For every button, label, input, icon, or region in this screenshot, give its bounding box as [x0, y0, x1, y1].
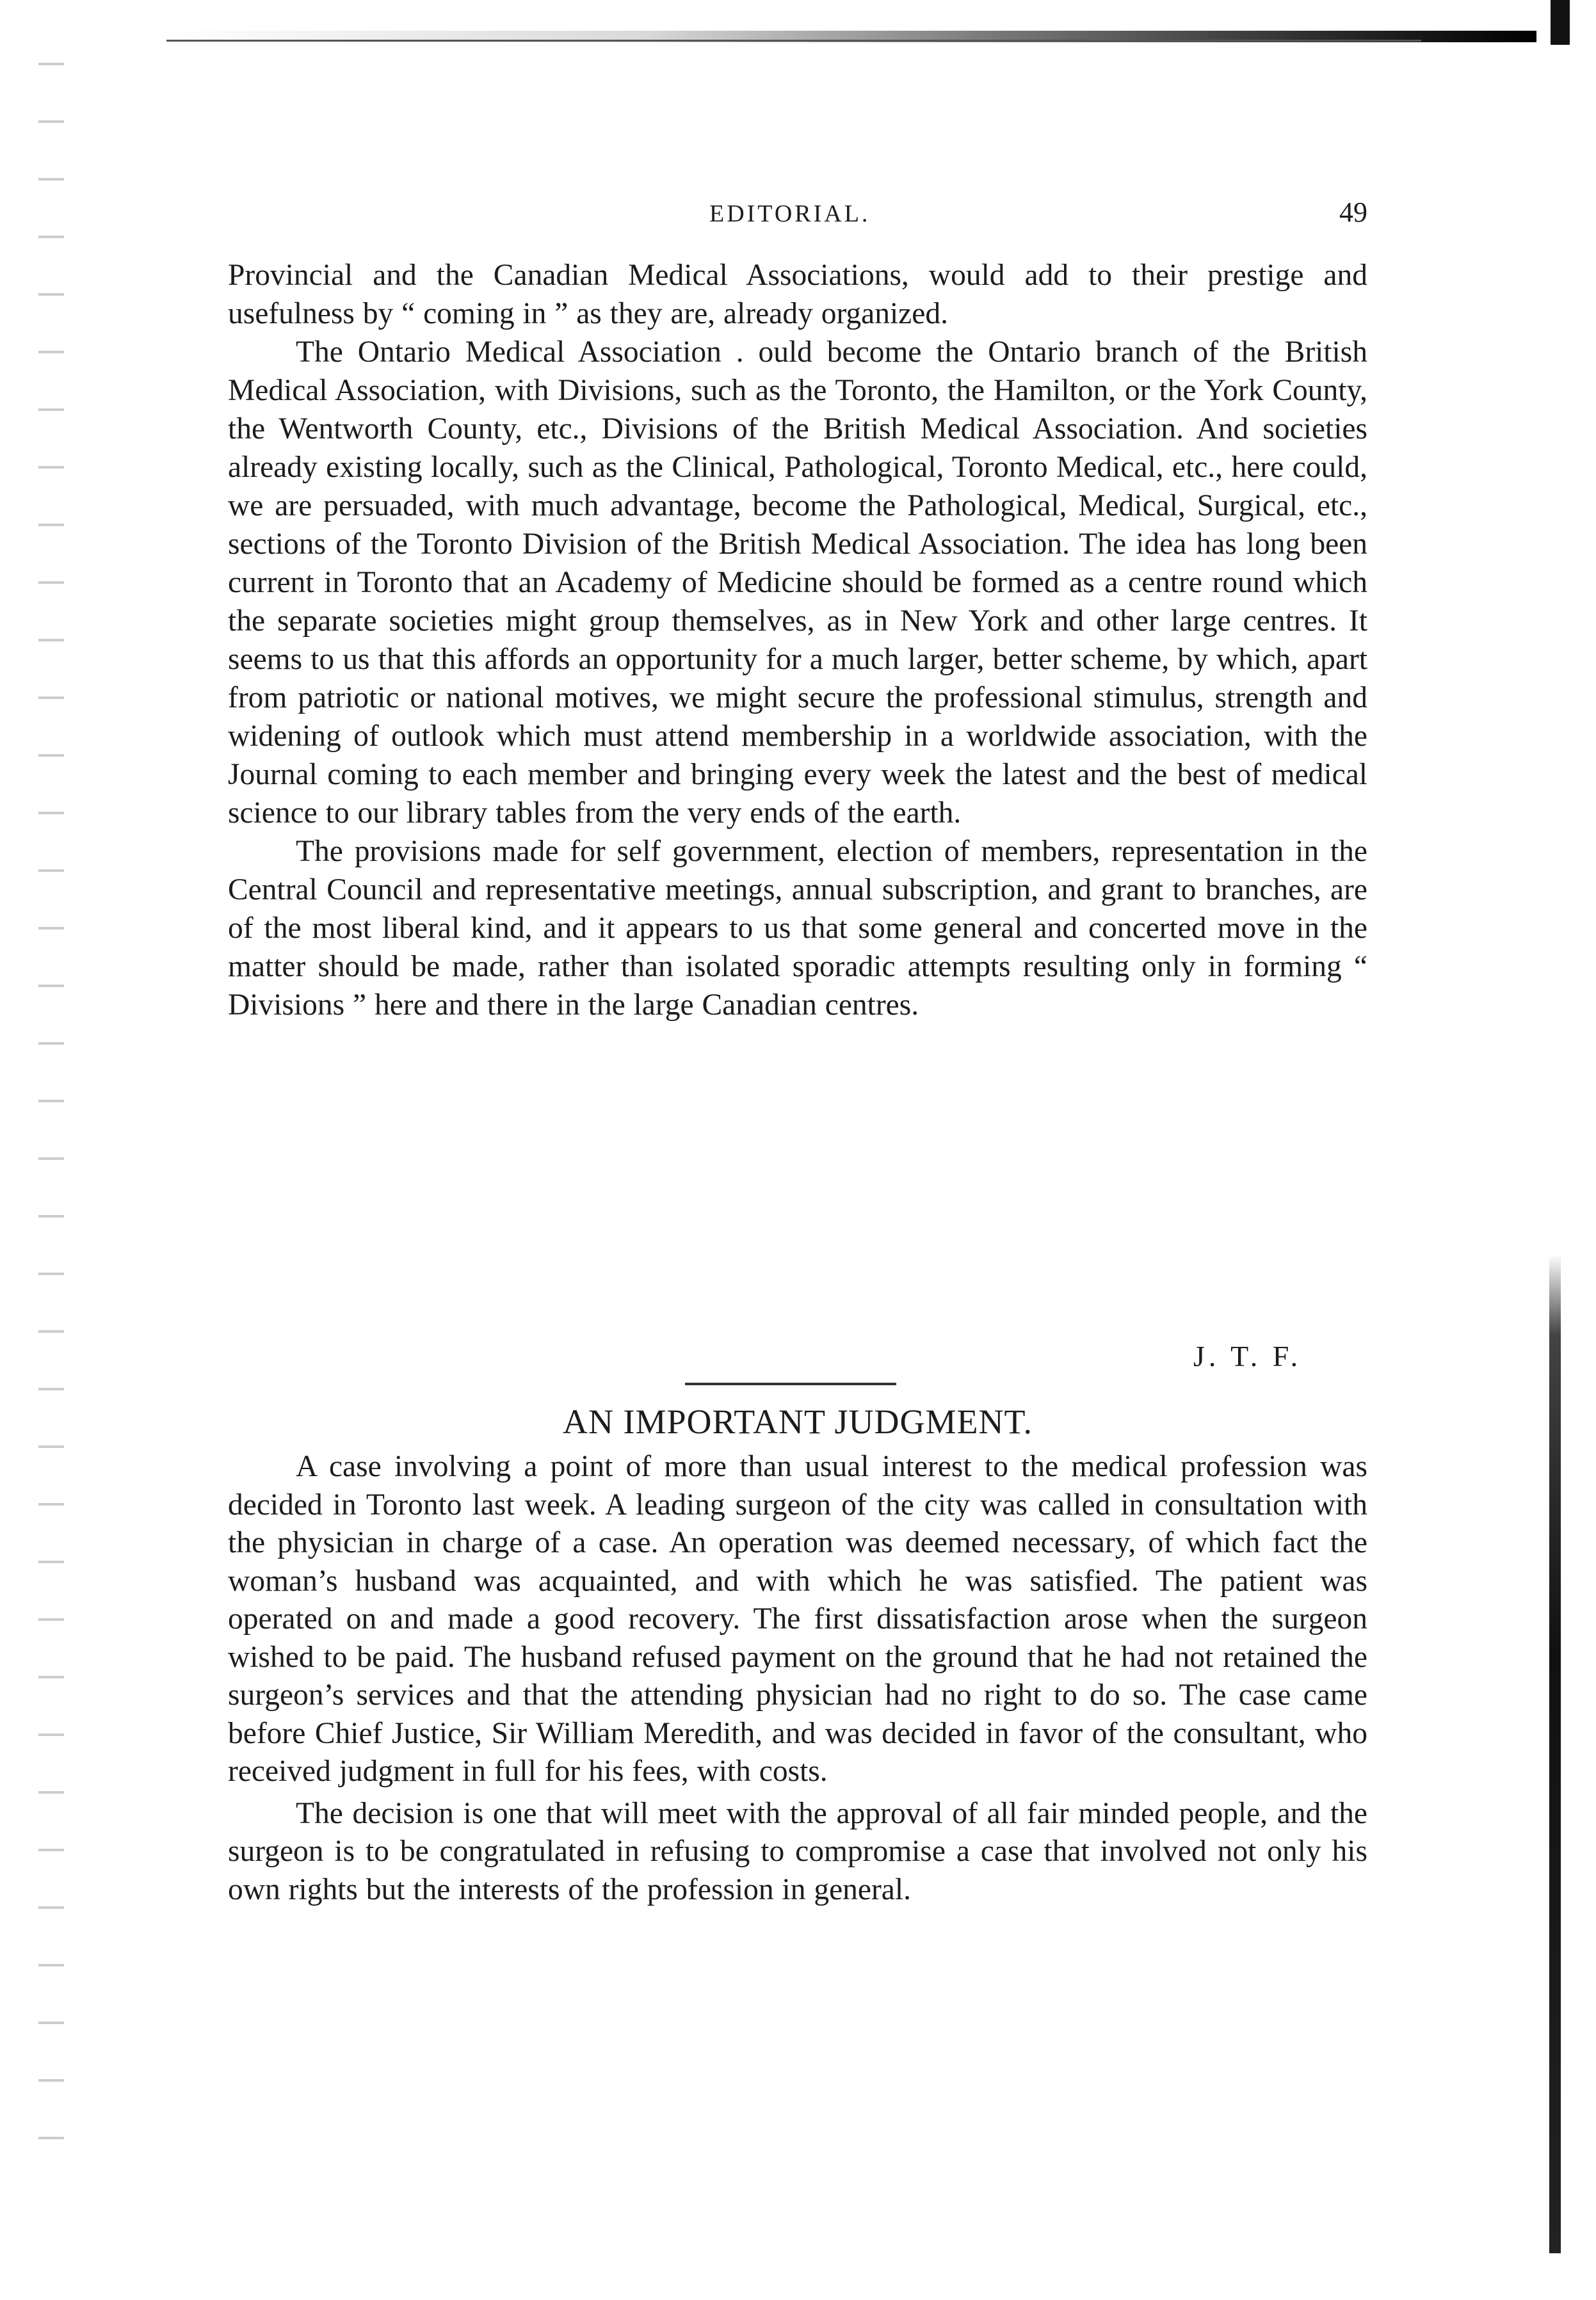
- paragraph-provisions: The provisions made for self government, election of members, representation in the Central Council and representative meetings, annual subscription, and grant to branches, are of the most liberal kind, and it appears to us that some general and concerted move in the matter should be made, rather than isolated sporadic attempts resulting only in forming “ Divisions ” here and there in the large Canadian centres.: [228, 835, 1367, 1022]
- section-divider: [685, 1383, 896, 1385]
- judgment-article: [228, 1448, 1367, 1909]
- page-number: 49: [1339, 197, 1367, 228]
- author-signature: J. T. F.: [1193, 1340, 1302, 1372]
- scan-edge-right: [1549, 1255, 1561, 2253]
- scan-edge-line: [166, 40, 1421, 42]
- paragraph-case: A case involving a point of more than usual interest to the medical profession was decided in Toronto last week. A leading surgeon of the city was called in consultation with the physician in charge of a case. An operation was deemed necessary, of which fact the woman’s husband was acquainted, and with which he was satisfied. The patient was operated on and made a good recovery. The first dissatisfaction arose when the surgeon wished to be paid. The husband refused payment on the ground that he had not retained the surgeon’s services and that the attending physician had no right to do so. The case came before Chief Justice, Sir William Meredith, and was decided in favor of the consultant, who received judgment in full for his fees, with costs.: [228, 1450, 1367, 1788]
- scan-corner-mark: [1551, 0, 1570, 45]
- article-heading: AN IMPORTANT JUDGMENT.: [563, 1403, 1033, 1441]
- paragraph-ontario-branch: The Ontario Medical Association . ould become the Ontario branch of the British Medical Association, with Divisions, such as the Toronto, the Hamilton, or the York County, the Wentworth County, etc., Divisions of the British Medical Association. And societies already existing locally, such as the Clinical, Pathological, Toronto Medical, etc., here could, we are persuaded, with much advantage, become the Pathological, Medical, Surgical, etc., sections of the Toronto Division of the British Medical Association. The idea has long been current in Toronto that an Academy of Medicine should be formed as a centre round which the separate societies might group themselves, as in New York and other large centres. It seems to us that this affords an opportunity for a much larger, better scheme, by which, apart from patriotic or national motives, we might secure the professional stimulus, strength and widening of outlook which must attend membership in a worldwide association, with the Journal coming to each member and bringing every week the latest and the best of medical science to our library tables from the very ends of the earth.: [228, 335, 1367, 830]
- paragraph-decision: The decision is one that will meet with the approval of all fair minded people, and the surgeon is to be congratulated in refusing to compromise a case that involved not only his own rights but the interests of the profession in general.: [228, 1796, 1367, 1906]
- paragraph-continuation: Provincial and the Canadian Medical Associations, would add to their prestige and usefulness by “ coming in ” as they are, already organized.: [228, 259, 1367, 330]
- scan-margin-marks: [38, 38, 64, 2151]
- editorial-article-continued: [228, 256, 1367, 1024]
- page-header: [228, 192, 1367, 243]
- running-head: EDITORIAL.: [709, 200, 871, 227]
